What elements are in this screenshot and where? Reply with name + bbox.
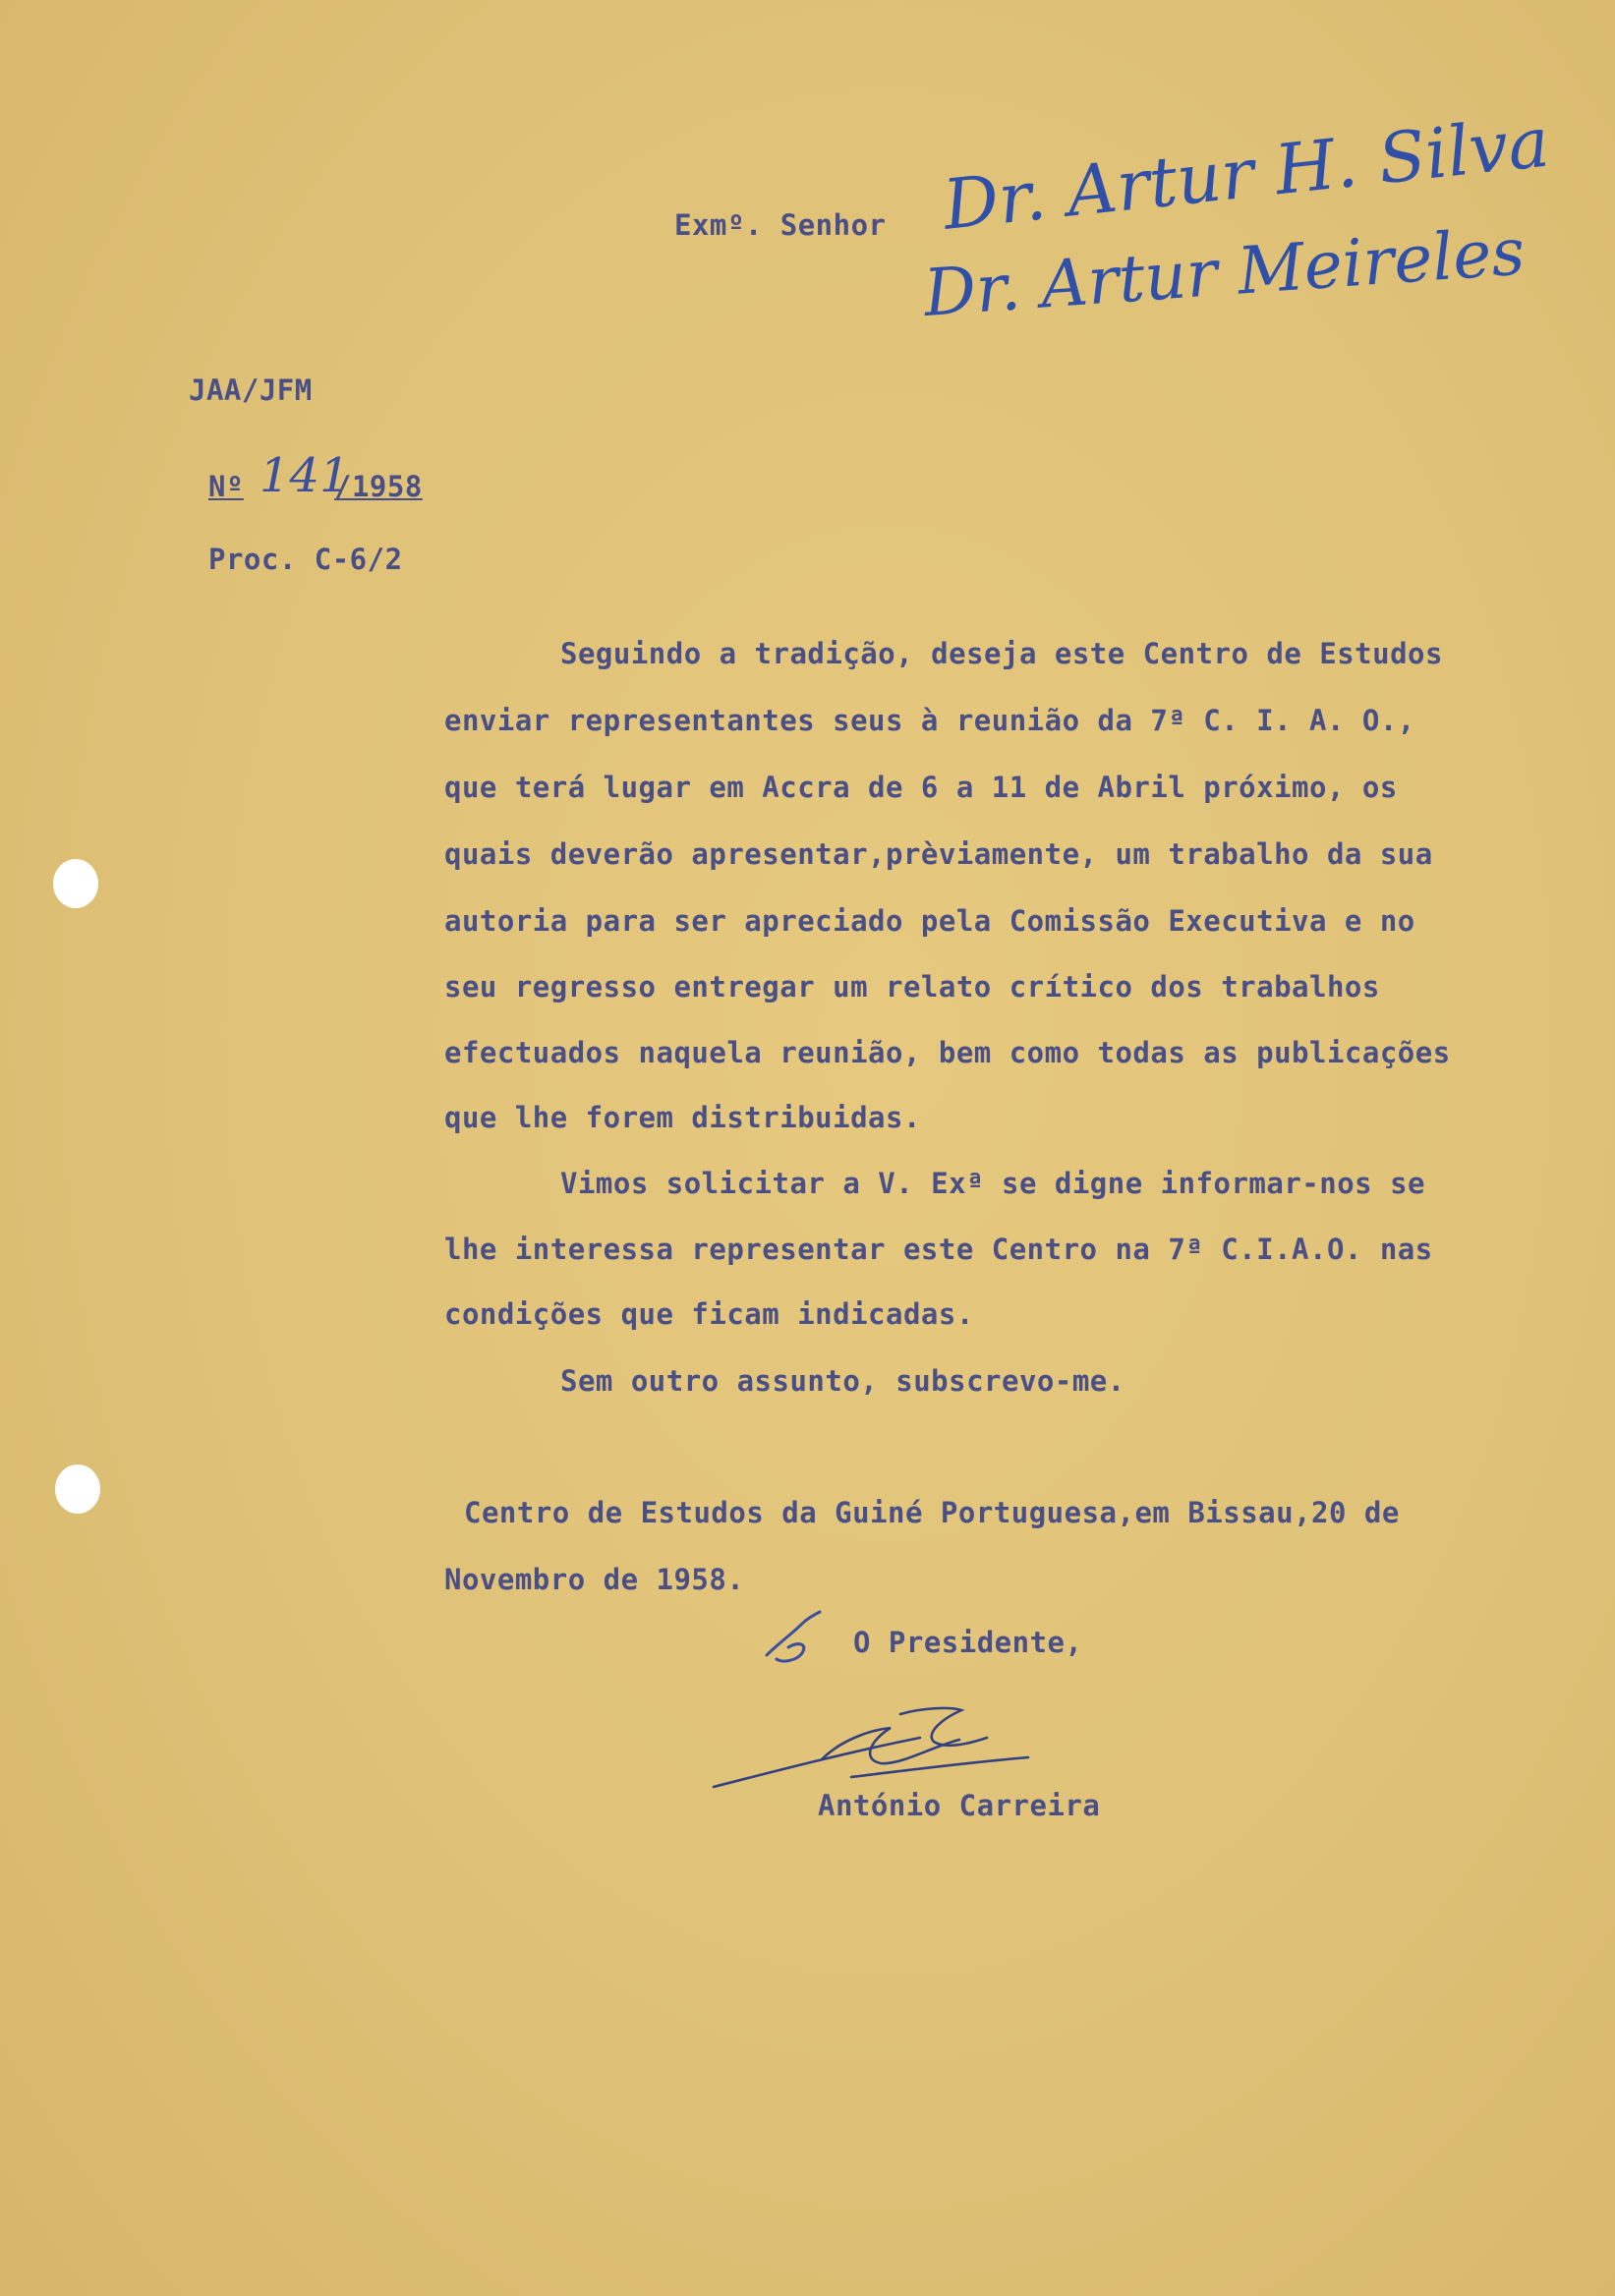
number-year: /1958: [334, 470, 423, 503]
closing-title: O Presidente,: [853, 1626, 1083, 1659]
body-line: condições que ficam indicadas.: [444, 1297, 974, 1331]
body-line: seu regresso entregar um relato crítico dos trabalhos: [444, 970, 1380, 1004]
reference-code: JAA/JFM: [189, 373, 313, 407]
addressee-handwritten-line1: Dr. Artur H. Silva: [939, 101, 1553, 246]
body-line: quais deverão apresentar,prèviamente, um trabalho da sua: [444, 837, 1433, 871]
body-line: lhe interessa representar este Centro na 7ª C.I.A.O. nas: [444, 1233, 1433, 1266]
place-date-line2: Novembro de 1958.: [444, 1563, 745, 1596]
process-reference: Proc. C-6/2: [208, 543, 403, 576]
body-line: que lhe forem distribuidas.: [444, 1101, 921, 1134]
body-line: efectuados naquela reunião, bem como todas as publicações: [444, 1036, 1451, 1069]
addressee-handwritten-line2: Dr. Artur Meireles: [921, 213, 1528, 331]
number-handwritten: 141: [260, 448, 350, 503]
body-line: autoria para ser apreciado pela Comissão Executiva e no: [444, 904, 1415, 938]
body-line: Vimos solicitar a V. Exª se digne informar-nos se: [560, 1167, 1426, 1200]
body-line: que terá lugar em Accra de 6 a 11 de Abril próximo, os: [444, 771, 1398, 804]
addressee-prefix: Exmº. Senhor: [674, 208, 887, 242]
initial-mark-signature: [759, 1604, 837, 1673]
signatory-name: António Carreira: [818, 1789, 1101, 1822]
body-line: enviar representantes seus à reunião da 7ª C. I. A. O.,: [444, 704, 1415, 737]
body-line: Sem outro assunto, subscrevo-me.: [560, 1364, 1125, 1398]
place-date-line1: Centro de Estudos da Guiné Portuguesa,em Bissau,20 de: [464, 1496, 1400, 1529]
number-prefix: Nº: [208, 470, 244, 503]
handwritten-signature: [704, 1700, 1038, 1799]
body-line: Seguindo a tradição, deseja este Centro de Estudos: [560, 637, 1443, 670]
